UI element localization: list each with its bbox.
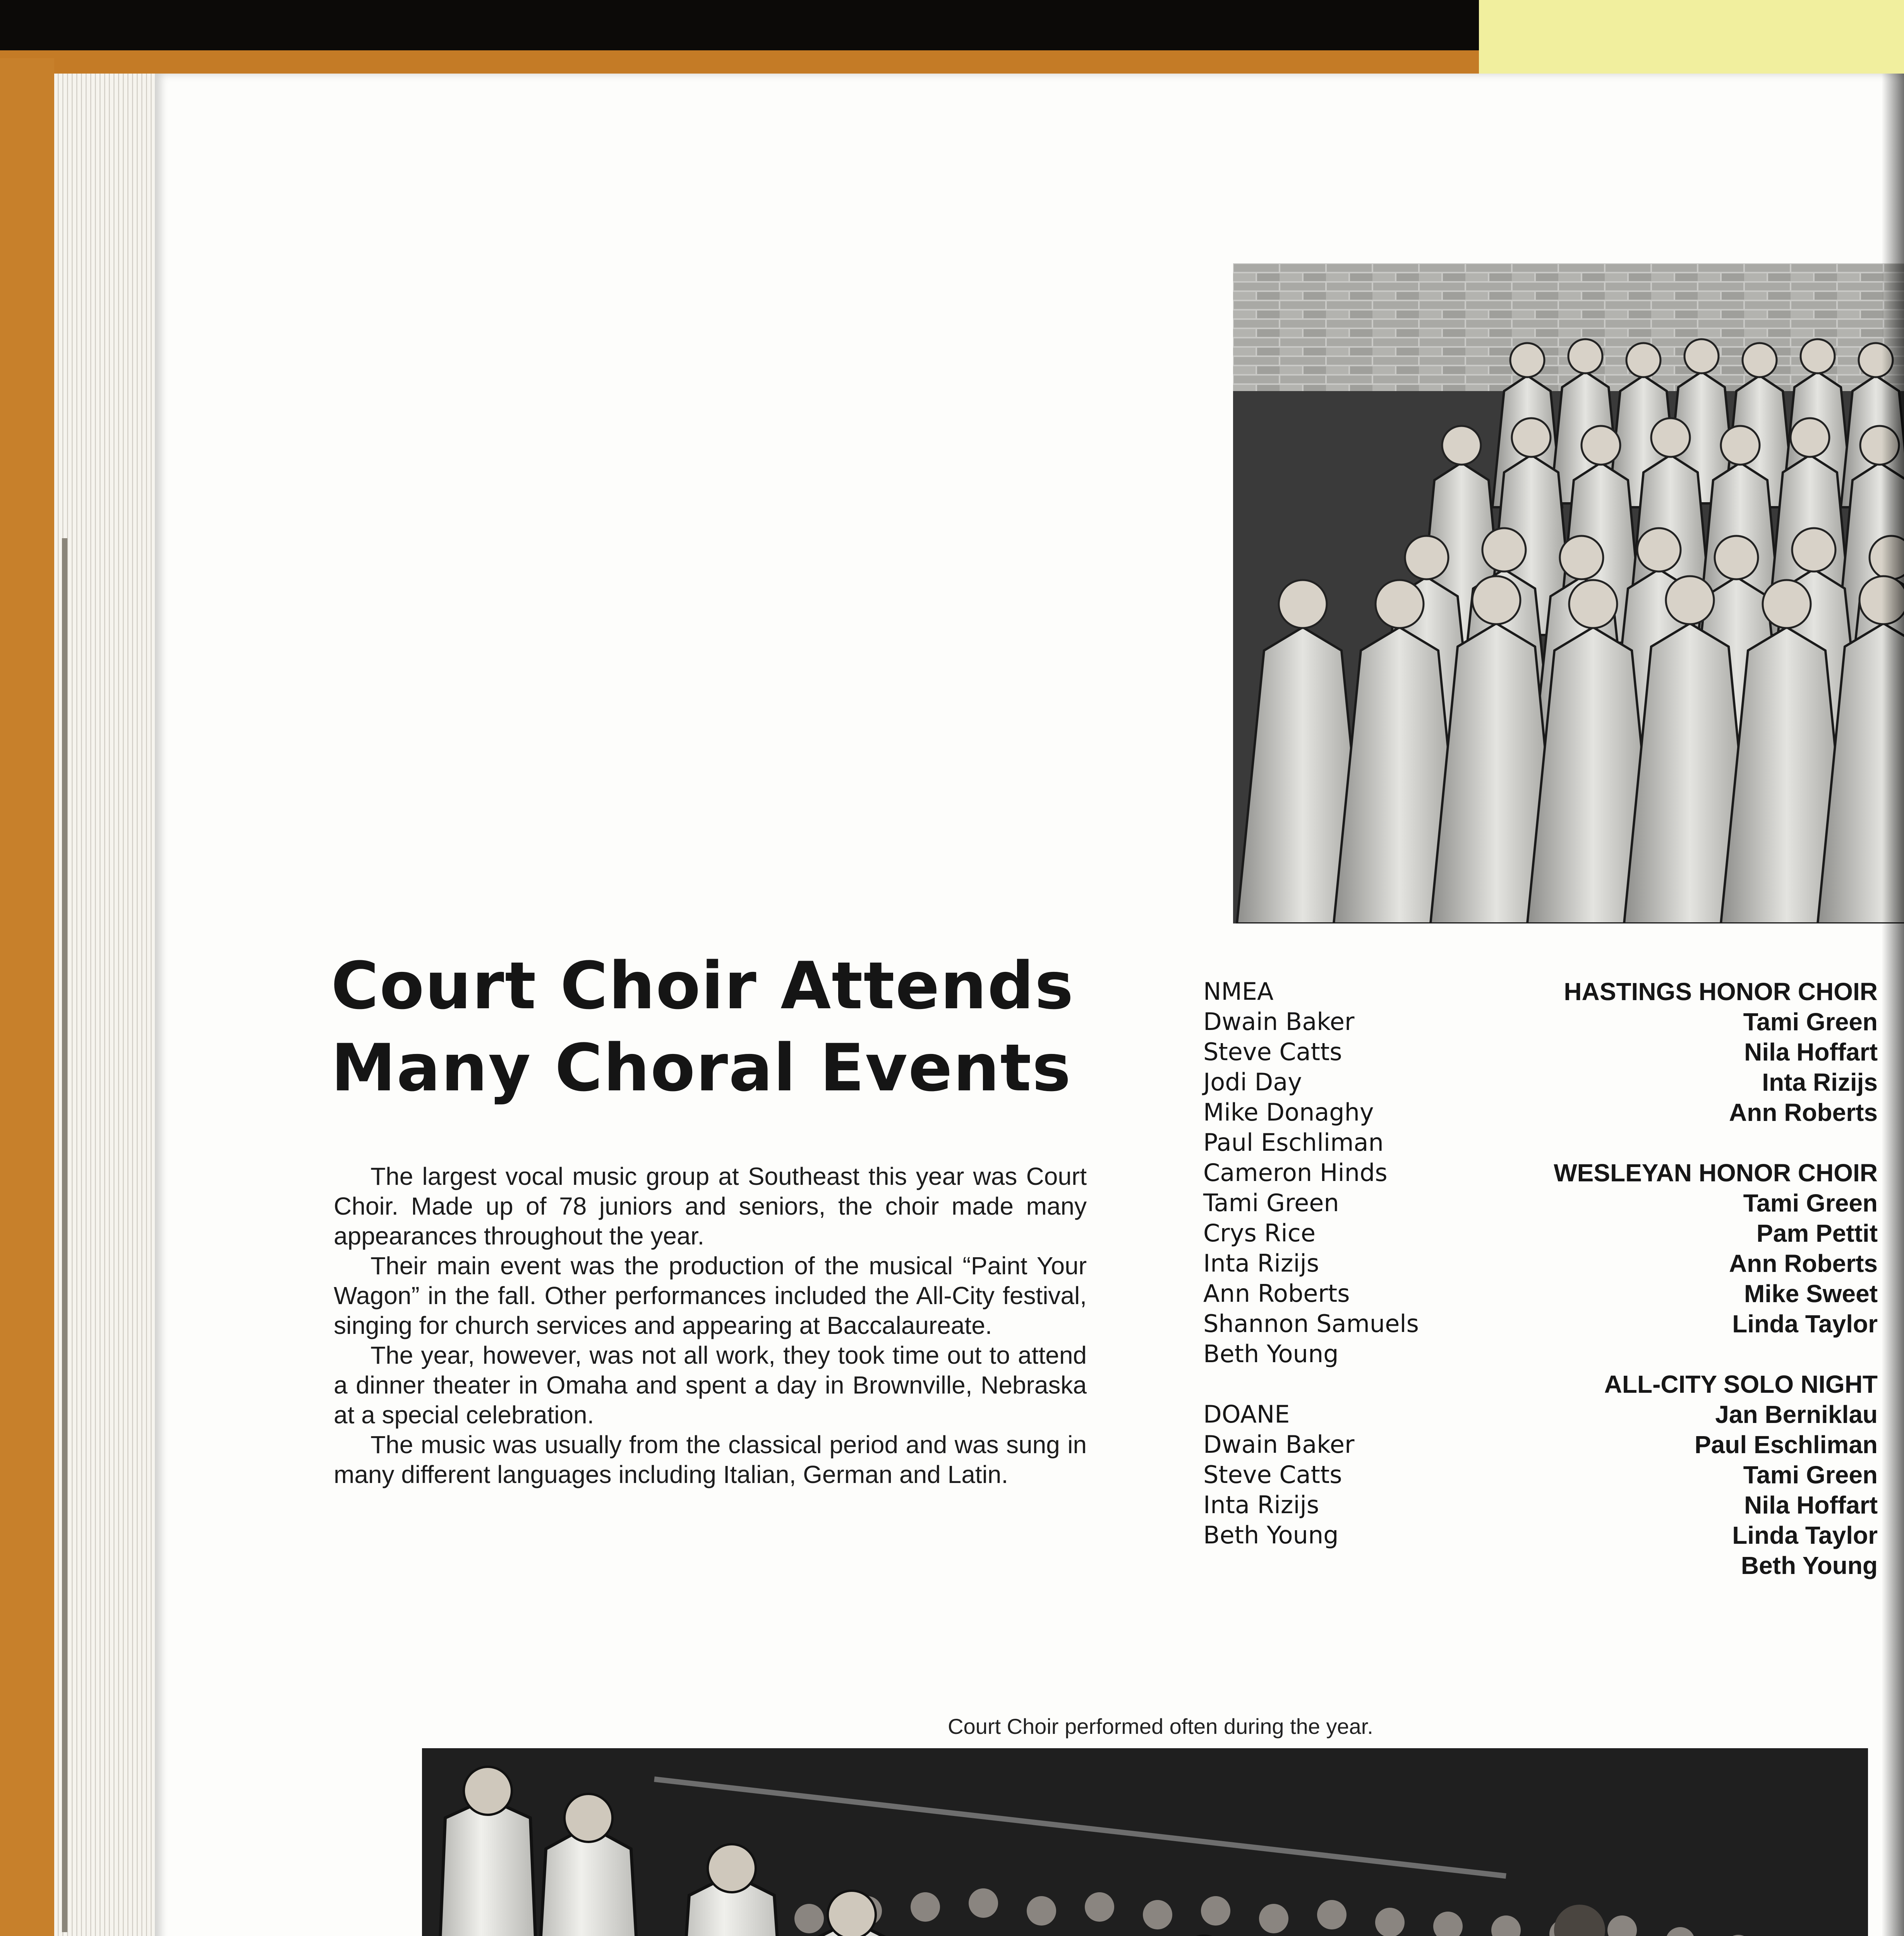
member-name: Steve Catts [1203,1461,1342,1489]
member-name: Ann Roberts [1729,1249,1878,1277]
member-name: Paul Eschliman [1694,1431,1878,1459]
member-name: Beth Young [1203,1521,1339,1549]
member-name: Inta Rizijs [1203,1249,1319,1277]
member-name: Beth Young [1741,1552,1878,1579]
member-name: Ann Roberts [1729,1098,1878,1126]
member-name: Dwain Baker [1203,1430,1355,1459]
event-title: WESLEYAN HONOR CHOIR [1554,1159,1878,1187]
article-paragraph: The year, however, was not all work, they took time out to attend a dinner theater in Omaha and spent a day in Brownville, Nebraska at a special celebration. [334,1341,1087,1429]
book-cover-edge-left [0,58,54,1936]
headline-line-1: Court Choir Attends [331,948,1074,1024]
events-list-right [1409,977,1878,1611]
member-name: Mike Sweet [1744,1280,1878,1308]
event-title: HASTINGS HONOR CHOIR [1564,978,1878,1006]
choir-group-photo-image [1233,263,1904,923]
member-name: Steve Catts [1203,1038,1342,1066]
member-name: Nila Hoffart [1744,1038,1878,1066]
member-name: Dwain Baker [1203,1007,1355,1036]
member-name: Linda Taylor [1732,1310,1878,1338]
choir-group-photo [1233,263,1904,923]
event-group-wesleyan [1409,1158,1878,1339]
event-group-all-city-solo [1409,1369,1878,1581]
member-name: Ann Roberts [1203,1279,1350,1308]
event-group-hastings [1409,977,1878,1128]
article-paragraph: Their main event was the production of the musical “Paint Your Wagon” in the fall. Other performances included the All-City festival, singing for church services and appearing at Baccalaureate. [334,1252,1087,1339]
member-name: Tami Green [1743,1189,1878,1217]
member-name: Mike Donaghy [1203,1098,1374,1126]
member-name: Tami Green [1203,1189,1339,1217]
event-title: NMEA [1203,977,1274,1006]
member-name: Jan Berniklau [1715,1401,1878,1428]
member-name: Inta Rizijs [1203,1491,1319,1519]
member-name: Tami Green [1743,1461,1878,1489]
article-body [334,1162,1087,1490]
member-name: Tami Green [1743,1008,1878,1036]
member-name: Pam Pettit [1756,1219,1878,1247]
page-stack-edges [54,74,159,1936]
headline-line-2: Many Choral Events [331,1030,1072,1106]
event-title: ALL-CITY SOLO NIGHT [1604,1370,1878,1398]
article-headline [331,945,1113,1109]
event-title: DOANE [1203,1400,1290,1428]
member-name: Paul Eschliman [1203,1128,1384,1157]
member-name: Crys Rice [1203,1219,1316,1247]
sticky-note [1479,0,1904,81]
member-name: Beth Young [1203,1340,1339,1368]
choir-performance-photo-image [422,1748,1868,1936]
member-name: Linda Taylor [1732,1521,1878,1549]
article-paragraph: The music was usually from the classical period and was sung in many different languages including Italian, German and Latin. [334,1431,1087,1488]
photo-caption: Court Choir performed often during the year. [948,1714,1373,1739]
member-name: Nila Hoffart [1744,1491,1878,1519]
article-paragraph: The largest vocal music group at Southeast this year was Court Choir. Made up of 78 juniors and seniors, the choir made many appearances throughout the year. [334,1162,1087,1250]
member-name: Inta Rizijs [1762,1068,1878,1096]
member-name: Cameron Hinds [1203,1159,1388,1187]
choir-performance-photo [422,1748,1868,1936]
page-gutter-shadow [1882,74,1904,1936]
member-name: Shannon Samuels [1203,1310,1419,1338]
member-name: Jodi Day [1203,1068,1302,1096]
